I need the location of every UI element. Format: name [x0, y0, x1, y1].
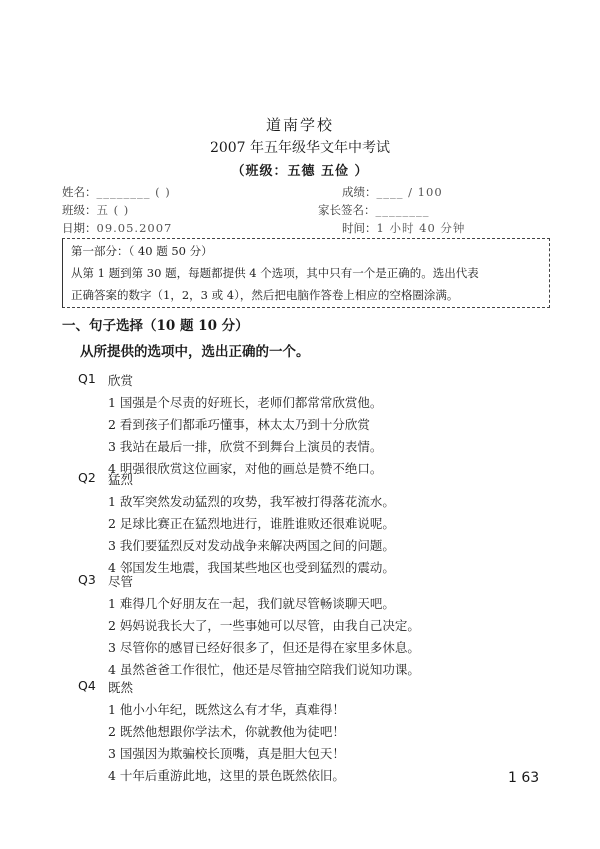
option-4: 4 邻国发生地震，我国某些地区也受到猛烈的震动。 [108, 560, 395, 575]
page-number: 1 63 [508, 770, 540, 786]
score-value: ____ / 100 [376, 185, 443, 199]
class-label: 班级： [62, 203, 97, 217]
parent-label: 家长签名： [318, 203, 376, 217]
option-1: 1 他小小年纪，既然这么有才华，真难得！ [108, 702, 345, 717]
instructions-line-1: 第一部分：（ 40 题 50 分） [71, 244, 213, 258]
date-value: 09.05.2007 [96, 221, 173, 235]
question-number: Q1 [78, 371, 96, 386]
name-field [62, 184, 171, 200]
question-number: Q3 [78, 572, 96, 587]
option-2: 2 既然他想跟你学法术，你就教他为徒吧！ [108, 724, 345, 739]
date-label: 日期： [62, 221, 97, 235]
option-2: 2 看到孩子们都乖巧懂事，林太太乃到十分欣赏 [108, 417, 370, 432]
exam-title: 2007 年五年级华文年中考试 [209, 140, 391, 156]
parent-signature-field [318, 202, 430, 218]
score-label: 成绩： [342, 185, 377, 199]
option-2: 2 妈妈说我长大了，一些事她可以尽管，由我自己决定。 [108, 618, 420, 633]
instructions-line-3: 正确答案的数字（1，2，3 或 4），然后把电脑作答卷上相应的空格圈涂满。 [71, 288, 459, 302]
school-name: 道南学校 [265, 116, 334, 134]
section-heading: 一、句子选择（10 题 10 分） [62, 318, 249, 334]
option-1: 1 难得几个好朋友在一起，我们就尽管畅谈聊天吧。 [108, 596, 395, 611]
parent-value: ________ [375, 203, 430, 217]
option-4: 4 明强很欣赏这位画家，对他的画总是赞不绝口。 [108, 461, 383, 476]
option-4: 4 十年后重游此地，这里的景色既然依旧。 [108, 768, 345, 783]
option-3: 3 国强因为欺骗校长顶嘴，真是胆大包天！ [108, 746, 345, 761]
option-2: 2 足球比赛正在猛烈地进行，谁胜谁败还很难说呢。 [108, 516, 395, 531]
option-4: 4 虽然爸爸工作很忙，他还是尽管抽空陪我们说知功课。 [108, 662, 420, 677]
class-field [62, 202, 129, 218]
question-word: 既然 [108, 680, 134, 695]
option-1: 1 国强是个尽责的好班长，老师们都常常欣赏他。 [108, 395, 383, 410]
option-3: 3 尽管你的感冒已经好很多了，但还是得在家里多休息。 [108, 640, 420, 655]
question-word: 欣赏 [108, 373, 134, 388]
question-word: 猛烈 [108, 472, 134, 487]
date-field [62, 220, 172, 236]
option-3: 3 我们要猛烈反对发动战争来解决两国之间的问题。 [108, 538, 395, 553]
class-value: 五 ( ) [96, 203, 130, 217]
score-field [342, 184, 443, 200]
instructions-box [62, 238, 550, 308]
section-subheading: 从所提供的选项中，选出正确的一个。 [80, 344, 310, 360]
question-word: 尽管 [108, 574, 134, 589]
time-value: 1 小时 40 分钟 [376, 221, 466, 235]
instructions-line-2: 从第 1 题到第 30 题，每题都提供 4 个选项，其中只有一个是正确的。选出代表 [71, 266, 479, 280]
question-number: Q4 [78, 678, 96, 693]
time-field [342, 220, 465, 236]
name-label: 姓名： [62, 185, 97, 199]
name-value: ________ ( ) [96, 185, 171, 199]
time-label: 时间： [342, 221, 377, 235]
option-3: 3 我站在最后一排，欣赏不到舞台上演员的表情。 [108, 439, 383, 454]
class-line: （班级：五德 五俭 ） [231, 164, 369, 179]
question-number: Q2 [78, 470, 96, 485]
option-1: 1 敌军突然发动猛烈的攻势，我军被打得落花流水。 [108, 494, 395, 509]
